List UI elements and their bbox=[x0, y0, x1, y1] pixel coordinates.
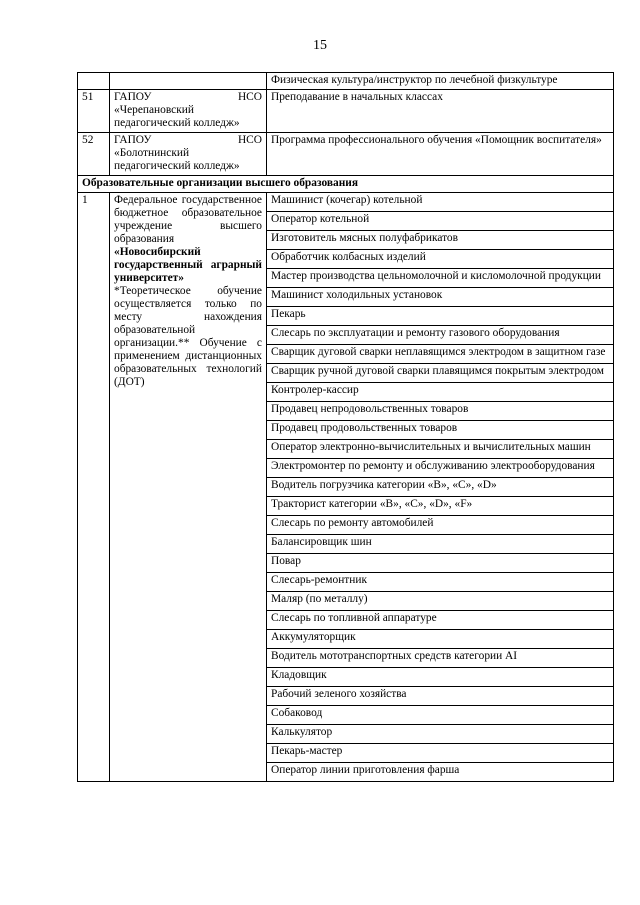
org-intro: Федеральное государственное бюджетное образовательное учреждение высшего образования bbox=[114, 194, 262, 245]
program-item: Калькулятор bbox=[267, 725, 613, 744]
row-number: 52 bbox=[78, 133, 110, 176]
program-item: Собаковод bbox=[267, 706, 613, 725]
row-number: 51 bbox=[78, 90, 110, 133]
program-item: Повар bbox=[267, 554, 613, 573]
program-item: Кладовщик bbox=[267, 668, 613, 687]
org-prefix: ГАПОУ bbox=[114, 134, 152, 146]
program-item: Обработчик колбасных изделий bbox=[267, 250, 613, 269]
program-item: Продавец непродовольственных товаров bbox=[267, 402, 613, 421]
program-item: Слесарь по эксплуатации и ремонту газового оборудования bbox=[267, 326, 613, 345]
program-item: Мастер производства цельномолочной и кисломолочной продукции bbox=[267, 269, 613, 288]
row-number: 1 bbox=[78, 193, 110, 782]
program-item: Машинист (кочегар) котельной bbox=[267, 193, 613, 212]
program-item: Оператор котельной bbox=[267, 212, 613, 231]
org-name: «Новосибирский государственный аграрный университет» bbox=[114, 246, 262, 284]
org-prefix: ГАПОУ bbox=[114, 91, 152, 103]
table-row bbox=[78, 90, 614, 133]
program-item: Электромонтер по ремонту и обслуживанию электрооборудования bbox=[267, 459, 613, 478]
page-number: 15 bbox=[313, 38, 327, 53]
table-row bbox=[78, 193, 614, 782]
program-item: Пекарь-мастер bbox=[267, 744, 613, 763]
table-row bbox=[78, 133, 614, 176]
program-item: Слесарь по топливной аппаратуре bbox=[267, 611, 613, 630]
org-prefix-region: НСО bbox=[237, 134, 262, 146]
program-item: Сварщик дуговой сварки неплавящимся электродом в защитном газе bbox=[267, 345, 613, 364]
organization-cell bbox=[110, 133, 267, 176]
programs-table bbox=[77, 72, 614, 782]
table-row bbox=[78, 73, 614, 90]
program-item: Изготовитель мясных полуфабрикатов bbox=[267, 231, 613, 250]
program-item: Контролер-кассир bbox=[267, 383, 613, 402]
program-cell: Преподавание в начальных классах bbox=[267, 90, 614, 133]
program-item: Водитель погрузчика категории «В», «С», «D» bbox=[267, 478, 613, 497]
row-number bbox=[78, 73, 110, 90]
program-item: Слесарь-ремонтник bbox=[267, 573, 613, 592]
program-item: Балансировщик шин bbox=[267, 535, 613, 554]
program-item: Тракторист категории «В», «С», «D», «F» bbox=[267, 497, 613, 516]
program-item: Оператор линии приготовления фарша bbox=[271, 764, 460, 776]
program-item: Машинист холодильных установок bbox=[267, 288, 613, 307]
program-item: Пекарь bbox=[267, 307, 613, 326]
organization-cell bbox=[110, 193, 267, 782]
organization-cell bbox=[110, 73, 267, 90]
program-item: Аккумуляторщик bbox=[267, 630, 613, 649]
program-item: Оператор электронно-вычислительных и вычислительных машин bbox=[267, 440, 613, 459]
program-item: Сварщик ручной дуговой сварки плавящимся покрытым электродом bbox=[267, 364, 613, 383]
org-name: «Черепановский педагогический колледж» bbox=[114, 104, 240, 129]
program-list-cell bbox=[267, 193, 614, 782]
program-item: Продавец продовольственных товаров bbox=[267, 421, 613, 440]
organization-cell bbox=[110, 90, 267, 133]
program-list bbox=[267, 193, 613, 781]
program-item: Маляр (по металлу) bbox=[267, 592, 613, 611]
program-item: Водитель мототранспортных средств категории AI bbox=[267, 649, 613, 668]
org-prefix-region: НСО bbox=[237, 91, 262, 103]
section-title: Образовательные организации высшего образования bbox=[78, 176, 614, 193]
program-cell: Программа профессионального обучения «Помощник воспитателя» bbox=[267, 133, 614, 176]
program-item: Рабочий зеленого хозяйства bbox=[267, 687, 613, 706]
program-cell: Физическая культура/инструктор по лечебной физкультуре bbox=[267, 73, 614, 90]
org-name: «Болотнинский педагогический колледж» bbox=[114, 147, 240, 172]
org-note: *Теоретическое обучение осуществляется только по месту нахождения образовательной организации.** Обучение с применением дистанционных образовательных технологий (ДОТ) bbox=[114, 285, 262, 388]
program-item: Слесарь по ремонту автомобилей bbox=[267, 516, 613, 535]
section-row bbox=[78, 176, 614, 193]
